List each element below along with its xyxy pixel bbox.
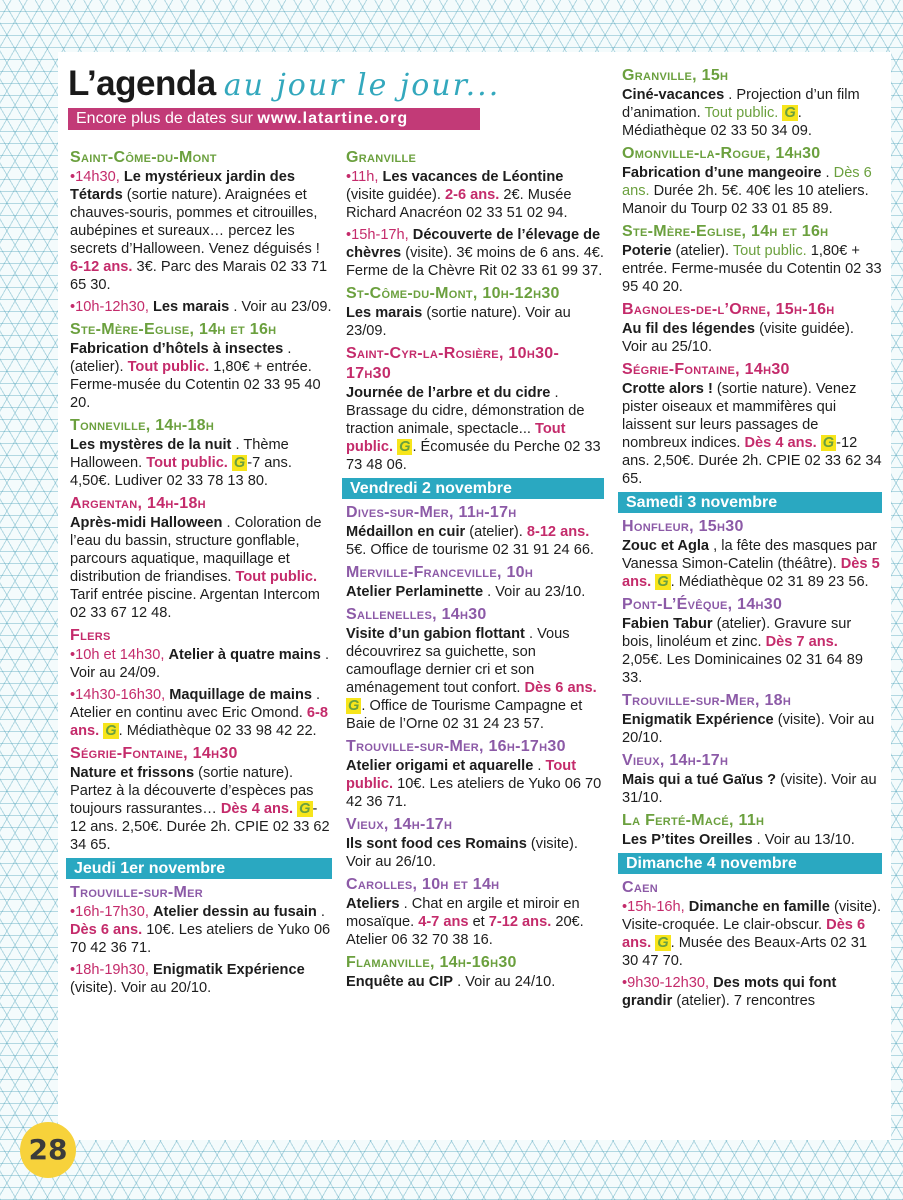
free-badge: G bbox=[105, 723, 117, 739]
event-text: •15h-16h, bbox=[622, 899, 689, 915]
city-heading: Granville, 15h bbox=[622, 67, 729, 84]
event-text: 3€. Parc des Marais 02 33 71 65 30. bbox=[70, 259, 328, 293]
city-heading: Flamanville, 14h-16h30 bbox=[346, 954, 517, 971]
event-text: •15h-17h, bbox=[346, 227, 413, 243]
event-entry bbox=[622, 380, 882, 488]
event-entry bbox=[70, 686, 332, 740]
event-title: Atelier à quatre mains bbox=[168, 647, 321, 663]
free-badge: G bbox=[657, 574, 669, 590]
city-heading: Trouville-sur-Mer, 16h-17h30 bbox=[346, 738, 566, 755]
event-text: 6-12 ans. bbox=[70, 259, 137, 275]
agenda-title: L’agenda bbox=[68, 64, 216, 103]
city-heading: Sallenelles, 14h30 bbox=[346, 606, 487, 623]
city-heading: Omonville-la-Rogue, 14h30 bbox=[622, 145, 821, 162]
event-text: 2,05€. Les Dominicaines 02 31 64 89 33. bbox=[622, 652, 863, 686]
page-number: 28 bbox=[20, 1122, 76, 1178]
event-text: 1,80€ + entrée. Ferme-musée du Cotentin 02 33 95 40 20. bbox=[622, 243, 882, 295]
event-text: (atelier). bbox=[675, 243, 733, 259]
event-title: Enquête au CIP bbox=[346, 974, 454, 990]
event-entry bbox=[346, 226, 604, 280]
website-link[interactable]: www.latartine.org bbox=[257, 110, 409, 127]
event-entry bbox=[70, 961, 332, 997]
day-heading: Samedi 3 novembre bbox=[618, 492, 882, 513]
event-text: 10€. Les ateliers de Yuko 06 70 42 36 71. bbox=[346, 776, 602, 810]
event-text: Tout public. bbox=[732, 243, 811, 259]
day-heading: Dimanche 4 novembre bbox=[618, 853, 882, 874]
event-text: (visite). Voir au 31/10. bbox=[622, 772, 877, 806]
free-badge: G bbox=[348, 698, 360, 714]
event-entry bbox=[70, 340, 332, 412]
event-text: 6-8 ans. bbox=[70, 705, 328, 739]
event-text: . Chat en argile et miroir en mosaïque. bbox=[346, 896, 580, 930]
free-badge: G bbox=[822, 435, 835, 451]
event-entry bbox=[70, 298, 332, 316]
event-text: Dès 4 ans. bbox=[744, 435, 821, 451]
event-title: Fabrication d’hôtels à insectes bbox=[70, 341, 284, 357]
event-text: •10h-12h30, bbox=[70, 299, 154, 315]
event-text: . Office de Tourisme Campagne et Baie de l’Orne 02 31 24 23 57. bbox=[346, 698, 583, 732]
event-title: Poterie bbox=[622, 243, 672, 259]
event-entry bbox=[70, 646, 332, 682]
event-entry bbox=[622, 537, 882, 591]
event-text: Tarif entrée piscine. Argentan Intercom 02 33 67 12 48. bbox=[70, 587, 320, 621]
event-text: (sortie nature). Araignées et chauves-souris, pommes et citrouilles, aubépines et sureaux… percez les secrets d’Halloween. Venez déguisés ! bbox=[70, 187, 320, 257]
city-heading: Flers bbox=[70, 627, 111, 644]
event-entry bbox=[622, 771, 882, 807]
event-text: Dès 6 ans. bbox=[622, 917, 866, 951]
event-title: Journée de l’arbre et du cidre bbox=[346, 385, 551, 401]
event-text: (visite). 3€ moins de 6 ans. 4€. Ferme de la Chèvre Rit 02 33 61 99 37. bbox=[346, 245, 604, 279]
event-text: 20€. Atelier 06 32 70 38 16. bbox=[346, 914, 584, 948]
event-text: . Musée des Beaux-Arts 02 31 30 47 70. bbox=[622, 935, 867, 969]
event-text: . Projection d’un film d’animation. bbox=[622, 87, 860, 121]
free-badge: G bbox=[657, 935, 669, 951]
event-title: Zouc et Agla bbox=[622, 538, 710, 554]
event-title: Atelier Perlaminette bbox=[346, 584, 484, 600]
event-entry bbox=[70, 764, 332, 854]
event-text: 1,80€ + entrée. Ferme-musée du Cotentin 02 33 95 40 20. bbox=[70, 359, 321, 411]
event-title: Fabien Tabur bbox=[622, 616, 713, 632]
event-text: . bbox=[320, 904, 325, 920]
event-text: •11h, bbox=[346, 169, 383, 185]
event-text: . Thème Halloween. bbox=[70, 437, 289, 471]
event-entry bbox=[346, 625, 604, 733]
city-heading: Carolles, 10h et 14h bbox=[346, 876, 500, 893]
event-text: Tout public. bbox=[235, 569, 318, 585]
event-title: Visite d’un gabion flottant bbox=[346, 626, 525, 642]
event-entry bbox=[622, 898, 882, 970]
event-text: . Vous découvrirez sa guichette, son camouflage dernier cri et son aménagement tout confort. bbox=[346, 626, 570, 696]
event-text: Dès 6 ans. bbox=[70, 922, 147, 938]
city-heading: Pont-L’Évêque, 14h30 bbox=[622, 596, 783, 613]
event-entry bbox=[346, 757, 604, 811]
event-text: . (atelier). bbox=[70, 341, 292, 375]
event-title: Après-midi Halloween bbox=[70, 515, 223, 531]
city-heading: Ségrie-Fontaine, 14h30 bbox=[622, 361, 790, 378]
event-text: (visite). Visite-croquée. Le clair-obscur. bbox=[622, 899, 881, 933]
event-text: . bbox=[825, 165, 834, 181]
event-text: 4-7 ans bbox=[418, 914, 473, 930]
event-entry bbox=[346, 895, 604, 949]
banner-text: Encore plus de dates sur bbox=[76, 110, 258, 127]
event-text: 8-12 ans. bbox=[526, 524, 590, 540]
event-text: (visite). Voir au 26/10. bbox=[346, 836, 578, 870]
city-heading: Ste-Mère-Eglise, 14h et 16h bbox=[622, 223, 829, 240]
event-title: Les marais bbox=[153, 299, 230, 315]
event-text: (atelier). Gravure sur bois, linoléum et zinc. bbox=[622, 616, 852, 650]
event-entry bbox=[346, 583, 604, 601]
agenda-header bbox=[68, 64, 588, 104]
event-text: Dès 4 ans. bbox=[220, 801, 298, 817]
free-badge: G bbox=[784, 105, 796, 121]
event-text: . Voir au 24/10. bbox=[457, 974, 556, 990]
event-title: Ils sont food ces Romains bbox=[346, 836, 527, 852]
event-text: •14h30-16h30, bbox=[70, 687, 170, 703]
city-heading: Vieux, 14h-17h bbox=[346, 816, 453, 833]
event-text: . Écomusée du Perche 02 33 73 48 06. bbox=[346, 439, 601, 473]
event-text: (atelier). bbox=[469, 524, 527, 540]
event-text: •14h30, bbox=[70, 169, 124, 185]
event-title: Enigmatik Expérience bbox=[153, 962, 305, 978]
event-title: Ateliers bbox=[346, 896, 400, 912]
event-entry bbox=[346, 384, 604, 474]
event-text: . Coloration de l’eau du bassin, structure gonflable, parcours aquatique, maquillage et distribution de friandises. bbox=[70, 515, 322, 585]
event-text: •16h-17h30, bbox=[70, 904, 154, 920]
event-text: •18h-19h30, bbox=[70, 962, 154, 978]
event-text: Dès 7 ans. bbox=[765, 634, 838, 650]
event-entry bbox=[622, 615, 882, 687]
event-entry bbox=[346, 304, 604, 340]
event-entry bbox=[70, 436, 332, 490]
event-text: , la fête des masques par Vanessa Simon-Catelin (théâtre). bbox=[622, 538, 877, 572]
event-text: Dès 5 ans. bbox=[622, 556, 880, 590]
event-text: (sortie nature). Venez pister oiseaux et mammifères qui laissent sur leurs passages de nombreux indices. bbox=[622, 381, 857, 451]
event-entry bbox=[70, 903, 332, 957]
event-text: (visite). Voir au 20/10. bbox=[622, 712, 875, 746]
event-title: Ciné-vacances bbox=[622, 87, 725, 103]
city-heading: Argentan, 14h-18h bbox=[70, 495, 206, 512]
event-entry bbox=[70, 168, 332, 294]
event-text: -12 ans. 2,50€. Durée 2h. CPIE 02 33 62 34 65. bbox=[622, 435, 882, 487]
day-heading: Jeudi 1er novembre bbox=[66, 858, 332, 879]
city-heading: Merville-Franceville, 10h bbox=[346, 564, 534, 581]
event-text: 10€. Les ateliers de Yuko 06 70 42 36 71. bbox=[70, 922, 331, 956]
city-heading: Caen bbox=[622, 879, 658, 896]
event-text: (sortie nature). Partez à la découverte d’espèces pas toujours rassurantes… bbox=[70, 765, 314, 817]
event-entry bbox=[346, 973, 604, 991]
event-title: Fabrication d’une mangeoire bbox=[622, 165, 822, 181]
event-entry bbox=[622, 831, 882, 849]
event-text: . Voir au 24/09. bbox=[70, 647, 330, 681]
event-text: . Voir au 13/10. bbox=[756, 832, 855, 848]
city-heading: La Ferté-Macé, 11h bbox=[622, 812, 765, 829]
event-title: Les vacances de Léontine bbox=[382, 169, 564, 185]
event-title: Médaillon en cuir bbox=[346, 524, 466, 540]
event-entry bbox=[622, 320, 882, 356]
city-heading: Bagnoles-de-l’Orne, 15h-16h bbox=[622, 301, 835, 318]
event-text: 2€. Musée Richard Anacréon 02 33 51 02 94. bbox=[346, 187, 572, 221]
city-heading: Ségrie-Fontaine, 14h30 bbox=[70, 745, 238, 762]
city-heading: Trouville-sur-Mer, 18h bbox=[622, 692, 792, 709]
event-entry bbox=[622, 242, 882, 296]
event-text: Tout public. bbox=[704, 105, 783, 121]
event-text: . Atelier en continu avec Eric Omond. bbox=[70, 687, 321, 721]
agenda-page bbox=[58, 52, 891, 1140]
agenda-subtitle-script: au jour le jour... bbox=[223, 68, 501, 103]
event-text: . Médiathèque 02 31 89 23 56. bbox=[670, 574, 869, 590]
event-entry bbox=[346, 835, 604, 871]
agenda-column-2 bbox=[346, 148, 604, 995]
event-text: (sortie nature). Voir au 23/09. bbox=[346, 305, 571, 339]
event-text: (visite guidée). bbox=[346, 187, 445, 203]
city-heading: Dives-sur-Mer, 11h-17h bbox=[346, 504, 517, 521]
event-title: Crotte alors ! bbox=[622, 381, 713, 397]
event-entry bbox=[622, 974, 882, 1010]
event-title: Des mots qui font grandir bbox=[622, 975, 837, 1009]
event-text: •10h et 14h30, bbox=[70, 647, 169, 663]
city-heading: Saint-Cyr-la-Rosière, 10h30-17h30 bbox=[346, 345, 560, 382]
event-text: Tout public. bbox=[146, 455, 232, 471]
event-text: (visite). Voir au 20/10. bbox=[70, 980, 212, 996]
event-text: . Médiathèque 02 33 98 42 22. bbox=[118, 723, 317, 739]
city-heading: Honfleur, 15h30 bbox=[622, 518, 744, 535]
event-text: . bbox=[537, 758, 546, 774]
event-text: . Brassage du cidre, démonstration de traction animale, spectacle... bbox=[346, 385, 585, 437]
event-entry bbox=[70, 514, 332, 622]
city-heading: Vieux, 14h-17h bbox=[622, 752, 729, 769]
event-title: Le mystérieux jardin des Tétards bbox=[70, 169, 295, 203]
event-text: Durée 2h. 5€. 40€ les 10 ateliers. Manoir du Tourp 02 33 01 85 89. bbox=[622, 183, 869, 217]
city-heading: Saint-Côme-du-Mont bbox=[70, 149, 217, 166]
city-heading: St-Côme-du-Mont, 10h-12h30 bbox=[346, 285, 560, 302]
event-entry bbox=[622, 86, 882, 140]
city-heading: Tonneville, 14h-18h bbox=[70, 417, 215, 434]
event-entry bbox=[346, 523, 604, 559]
event-title: Maquillage de mains bbox=[169, 687, 312, 703]
event-title: Les marais bbox=[346, 305, 423, 321]
free-badge: G bbox=[299, 801, 311, 817]
free-badge: G bbox=[399, 439, 411, 455]
event-title: Atelier origami et aquarelle bbox=[346, 758, 534, 774]
website-banner bbox=[68, 108, 480, 130]
event-text: 2-6 ans. bbox=[444, 187, 504, 203]
event-text: Dès 6 ans. bbox=[622, 165, 872, 199]
event-title: Les P’tites Oreilles bbox=[622, 832, 753, 848]
event-text: et bbox=[472, 914, 489, 930]
event-text: . Voir au 23/09. bbox=[233, 299, 332, 315]
event-text: -12 ans. 2,50€. Durée 2h. CPIE 02 33 62 34 65. bbox=[70, 801, 330, 853]
event-title: Au fil des légendes bbox=[622, 321, 755, 337]
event-title: Nature et frissons bbox=[70, 765, 195, 781]
event-text: . Voir au 23/10. bbox=[487, 584, 586, 600]
event-title: Dimanche en famille bbox=[688, 899, 830, 915]
event-title: Atelier dessin au fusain bbox=[153, 904, 317, 920]
event-text: Tout public. bbox=[346, 758, 577, 792]
event-entry bbox=[346, 168, 604, 222]
event-text: 7-12 ans. bbox=[488, 914, 556, 930]
event-text: Dès 6 ans. bbox=[524, 680, 597, 696]
event-title: Découverte de l’élevage de chèvres bbox=[346, 227, 601, 261]
city-heading: Granville bbox=[346, 149, 417, 166]
city-heading: Ste-Mère-Eglise, 14h et 16h bbox=[70, 321, 277, 338]
event-text: 5€. Office de tourisme 02 31 91 24 66. bbox=[346, 542, 594, 558]
event-text: (visite guidée). Voir au 25/10. bbox=[622, 321, 854, 355]
event-text: . Médiathèque 02 33 50 34 09. bbox=[622, 105, 812, 139]
event-title: Enigmatik Expérience bbox=[622, 712, 774, 728]
free-badge: G bbox=[233, 455, 246, 471]
event-text: -7 ans. 4,50€. Ludiver 02 33 78 13 80. bbox=[70, 455, 292, 489]
agenda-column-3 bbox=[622, 66, 882, 1014]
event-title: Les mystères de la nuit bbox=[70, 437, 232, 453]
event-text: (atelier). 7 rencontres bbox=[676, 993, 816, 1009]
city-heading: Trouville-sur-Mer bbox=[70, 884, 203, 901]
event-text: Tout public. bbox=[346, 421, 566, 455]
event-entry bbox=[622, 711, 882, 747]
event-text: •9h30-12h30, bbox=[622, 975, 714, 991]
event-title: Mais qui a tué Gaïus ? bbox=[622, 772, 777, 788]
event-entry bbox=[622, 164, 882, 218]
day-heading: Vendredi 2 novembre bbox=[342, 478, 604, 499]
agenda-column-1 bbox=[70, 148, 332, 1001]
event-text: Tout public. bbox=[127, 359, 214, 375]
